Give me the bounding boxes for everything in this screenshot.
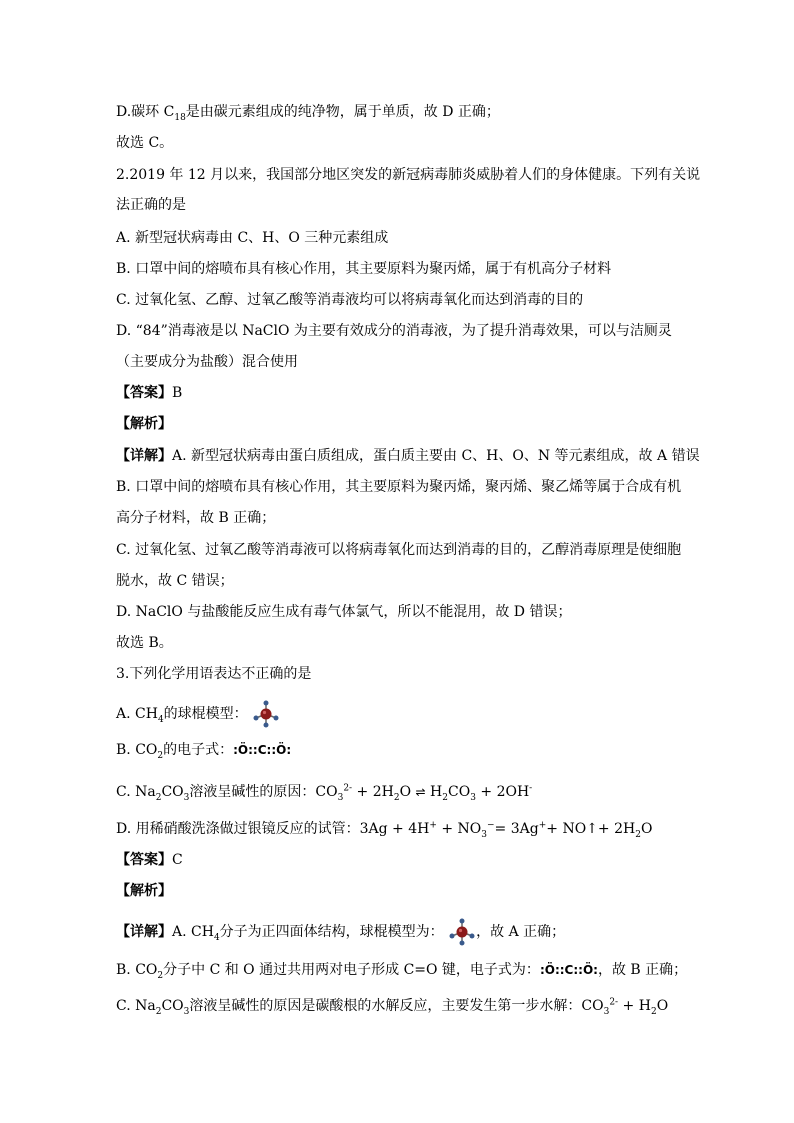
q2-option-d-1: D. “84”消毒液是以 NaClO 为主要有效成分的消毒液，为了提升消毒效果，可以与洁厕灵 xyxy=(116,323,672,339)
q2-analysis-tag: 【解析】 xyxy=(116,416,172,432)
q2-explain-b-2: 高分子材料，故 B 正确； xyxy=(116,510,276,526)
q3-explain-c: C. $Na_2CO_3$溶液呈碱性的原因是碳酸根的水解反应，主要发生第一步水解：$CO_3^{2-} + H_2O$ xyxy=(116,997,669,1017)
q2-stem-2: 法正确的是 xyxy=(116,197,186,213)
co2-electron-formula: :Ö::C::Ö: xyxy=(233,743,292,757)
q3-answer: 【答案】C xyxy=(116,852,183,868)
co2-electron-formula: :Ö::C::Ö: xyxy=(539,963,598,977)
q2-explain-c-1: C. 过氧化氢、过氧乙酸等消毒液可以将病毒氧化而达到消毒的目的，乙醇消毒原理是使细胞 xyxy=(116,542,682,558)
q3-analysis-tag: 【解析】 xyxy=(116,883,172,899)
q3-stem: 3.下列化学用语表达不正确的是 xyxy=(116,666,312,682)
ch4-ball-stick-model-icon xyxy=(448,918,476,946)
q2-option-b: B. 口罩中间的熔喷布具有核心作用，其主要原料为聚丙烯，属于有机高分子材料 xyxy=(116,261,612,277)
q2-answer: 【答案】B xyxy=(116,385,183,401)
q3-option-a: A. $CH_4$的球棍模型： xyxy=(116,700,280,728)
q2-stem-1: 2.2019 年 12 月以来，我国部分地区突发的新冠病毒肺炎威胁着人们的身体健康。下列有关说 xyxy=(116,167,701,183)
line-carbon-ring: D.碳环 $C_{18}$是由碳元素组成的纯净物，属于单质，故 D 正确； xyxy=(116,104,500,123)
q3-option-d: D. 用稀硝酸洗涤做过银镜反应的试管：$3Ag + 4H^+ + NO_3^-= 3Ag^++$ NO↑+ $2H_2O$ xyxy=(116,820,653,840)
q2-explain-b-1: B. 口罩中间的熔喷布具有核心作用，其主要原料为聚丙烯，聚丙烯、聚乙烯等属于合成有机 xyxy=(116,479,682,495)
q2-explain-d: D. NaClO 与盐酸能反应生成有毒气体氯气，所以不能混用，故 D 错误； xyxy=(116,604,572,620)
equilibrium-arrow-icon: ⇌ xyxy=(415,785,426,799)
q2-choose-b: 故选 B。 xyxy=(116,635,173,651)
ch4-ball-stick-model-icon xyxy=(252,700,280,728)
q2-option-a: A. 新型冠状病毒由 C、H、O 三种元素组成 xyxy=(116,230,389,246)
q3-option-b: B. $CO_2$的电子式：:Ö::C::Ö: xyxy=(116,742,292,761)
q2-explain-a: 【详解】A. 新型冠状病毒由蛋白质组成，蛋白质主要由 C、H、O、N 等元素组成，故 A 错误 xyxy=(116,448,700,464)
line-choose-c: 故选 C。 xyxy=(116,135,174,151)
q2-option-d-2: （主要成分为盐酸）混合使用 xyxy=(116,354,298,370)
q2-option-c: C. 过氧化氢、乙醇、过氧乙酸等消毒液均可以将病毒氧化而达到消毒的目的 xyxy=(116,292,584,308)
q3-explain-b: B. $CO_2$分子中 C 和 O 通过共用两对电子形成 C=O 键，电子式为：:Ö::C::Ö:，故 B 正确； xyxy=(116,962,688,981)
q2-explain-c-2: 脱水，故 C 错误； xyxy=(116,573,234,589)
q3-option-c: C. $Na_2CO_3$溶液呈碱性的原因：$CO_3^{2-} + 2H_2O$ ⇌ $H_2CO_3 + 2OH^-$ xyxy=(116,783,533,803)
q3-explain-a: 【详解】A. $CH_4$分子为正四面体结构，球棍模型为： ，故 A 正确； xyxy=(116,918,565,946)
